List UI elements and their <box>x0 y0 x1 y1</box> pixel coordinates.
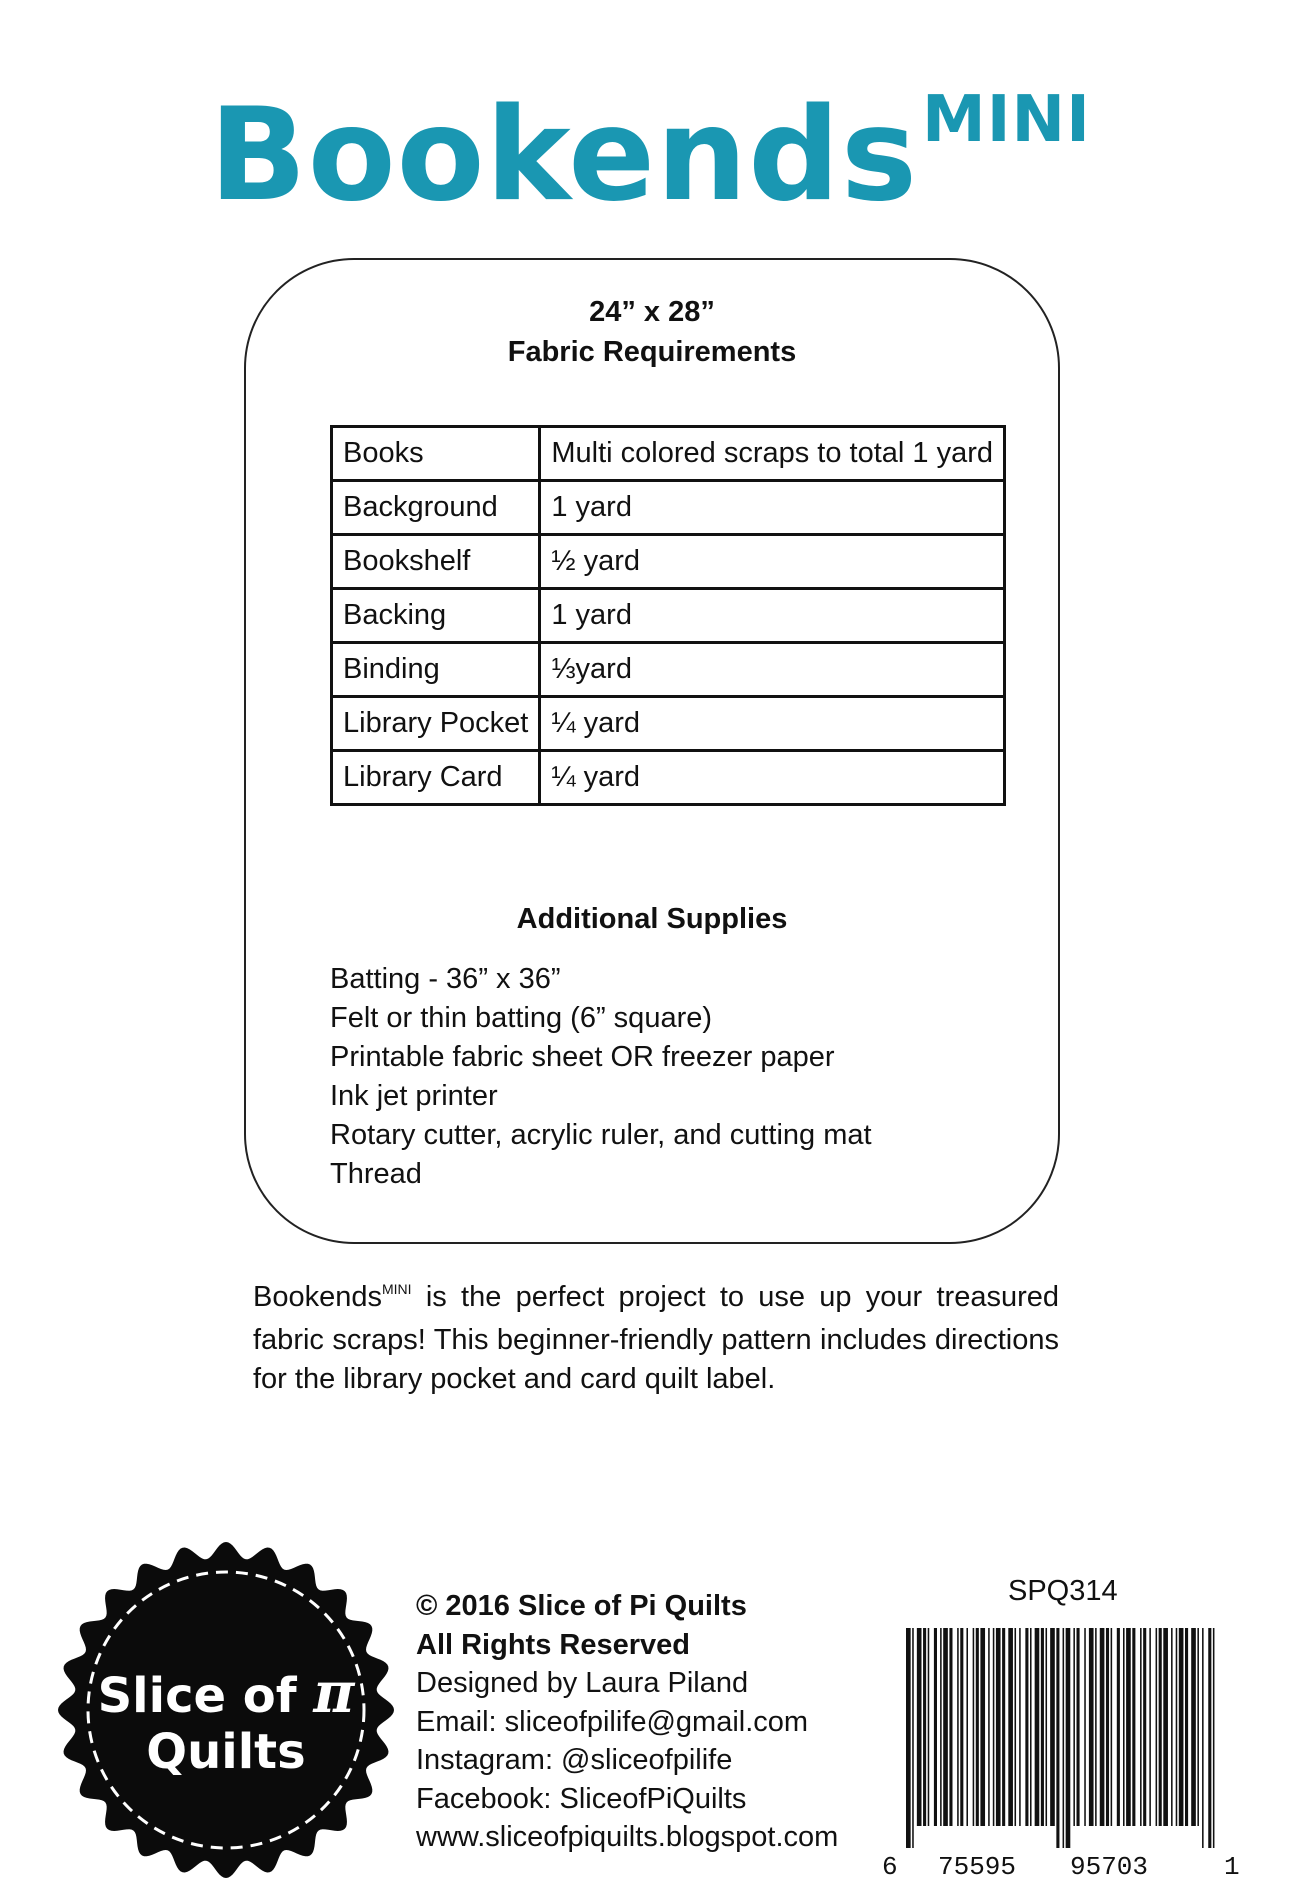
pi-symbol: π <box>313 1660 355 1726</box>
product-code: SPQ314 <box>1008 1575 1118 1607</box>
barcode-bar <box>1140 1628 1142 1826</box>
barcode-bar <box>940 1628 942 1826</box>
barcode-bar <box>1100 1628 1105 1826</box>
barcode-bar <box>1163 1628 1168 1826</box>
barcode-bar <box>912 1628 914 1848</box>
barcode-bar <box>1106 1628 1109 1826</box>
barcode-bar <box>1089 1628 1094 1826</box>
quilt-size: 24” x 28” <box>589 296 715 328</box>
barcode-bar <box>988 1628 990 1826</box>
supply-item: Rotary cutter, acrylic ruler, and cutting mat <box>330 1119 872 1151</box>
fabric-amount: 1 yard <box>540 589 1005 643</box>
page-title <box>0 81 1300 230</box>
fabric-amount: Multi colored scraps to total 1 yard <box>540 427 1005 481</box>
fabric-requirements-heading: Fabric Requirements <box>507 336 797 368</box>
barcode-digits-right: 95703 <box>1070 1852 1149 1882</box>
fabric-row <box>332 481 1005 535</box>
barcode-bar <box>1185 1628 1188 1826</box>
additional-supplies-heading: Additional Supplies <box>516 903 788 935</box>
description-name: Bookends <box>253 1281 382 1313</box>
fabric-item: Library Card <box>332 751 540 805</box>
supplies-list <box>330 960 872 1194</box>
barcode-bar <box>1197 1628 1199 1826</box>
copyright-line: © 2016 Slice of Pi Quilts <box>416 1590 747 1622</box>
fabric-row <box>332 427 1005 481</box>
fabric-amount: ¼ yard <box>540 751 1005 805</box>
barcode-bar <box>928 1628 930 1826</box>
designer-line: Designed by Laura Piland <box>416 1667 749 1699</box>
fabric-item: Library Pocket <box>332 697 540 751</box>
barcode-bar <box>1202 1628 1204 1848</box>
email-line: Email: sliceofpilife@gmail.com <box>416 1705 809 1738</box>
logo-line1: Slice of <box>97 1668 297 1724</box>
barcode-bar <box>993 1628 995 1826</box>
barcode-bar <box>1066 1628 1071 1848</box>
barcode-bar <box>949 1628 952 1826</box>
requirements-card <box>244 258 1060 1244</box>
barcode-digit-last: 1 <box>1224 1852 1240 1882</box>
barcode-bar <box>934 1628 937 1826</box>
fabric-row <box>332 589 1005 643</box>
logo-wordmark <box>56 1660 396 1780</box>
barcode-bar <box>917 1628 922 1826</box>
facebook-line: Facebook: SliceofPiQuilts <box>416 1782 747 1815</box>
barcode-bar <box>966 1628 968 1826</box>
barcode-bar <box>1025 1628 1028 1826</box>
title-superscript: MINI <box>922 83 1091 157</box>
supply-item: Batting - 36” x 36” <box>330 963 561 995</box>
fabric-amount: ¼ yard <box>540 697 1005 751</box>
website-line: www.sliceofpiquilts.blogspot.com <box>416 1821 839 1853</box>
barcode-bar <box>1213 1628 1215 1848</box>
barcode-bar <box>1015 1628 1017 1826</box>
supply-item: Felt or thin batting (6” square) <box>330 1002 713 1034</box>
barcode-bar <box>1143 1628 1146 1826</box>
barcode-digits-left: 75595 <box>938 1852 1017 1882</box>
barcode-bar <box>943 1628 948 1826</box>
barcode-bar <box>1002 1628 1005 1826</box>
fabric-requirements-table <box>330 425 1006 806</box>
barcode-bar <box>1077 1628 1080 1826</box>
barcode-bar <box>1159 1628 1162 1826</box>
barcode-bar <box>1171 1628 1173 1826</box>
barcode-bar <box>1176 1628 1178 1826</box>
barcode-bar <box>1041 1628 1044 1826</box>
barcode-bar <box>1073 1628 1075 1826</box>
fabric-item: Backing <box>332 589 540 643</box>
barcode-bar <box>1149 1628 1151 1826</box>
fabric-amount: ⅓yard <box>540 643 1005 697</box>
supply-item: Ink jet printer <box>330 1080 498 1112</box>
barcode-bar <box>1050 1628 1055 1826</box>
barcode-bar <box>1191 1628 1196 1826</box>
fabric-item: Background <box>332 481 540 535</box>
contact-block <box>416 1587 838 1857</box>
barcode-bar <box>957 1628 959 1826</box>
fabric-row <box>332 643 1005 697</box>
barcode-bar <box>976 1628 979 1826</box>
fabric-item: Bookshelf <box>332 535 540 589</box>
barcode-bar <box>1132 1628 1135 1826</box>
pattern-description <box>253 1278 1059 1399</box>
fabric-row <box>332 535 1005 589</box>
barcode-bar <box>1126 1628 1131 1826</box>
barcode-bar <box>1046 1628 1048 1826</box>
fabric-item: Books <box>332 427 540 481</box>
barcode-bar <box>1035 1628 1040 1826</box>
fabric-item: Binding <box>332 643 540 697</box>
barcode-bar <box>923 1628 926 1826</box>
barcode-bar <box>973 1628 975 1826</box>
barcode-bar <box>906 1628 911 1848</box>
barcode-digit-first: 6 <box>882 1852 898 1882</box>
logo-line2: Quilts <box>146 1724 306 1780</box>
barcode-bar <box>1208 1628 1211 1848</box>
supply-item: Printable fabric sheet OR freezer paper <box>330 1041 835 1073</box>
fabric-row <box>332 697 1005 751</box>
barcode-bar <box>1179 1628 1184 1826</box>
barcode-bar <box>960 1628 963 1826</box>
description-text: is the perfect project to use up your treasured fabric scraps! This beginner-friendly pattern includes directions for the library pocket and card quilt label. <box>253 1281 1059 1395</box>
barcode-bar <box>1117 1628 1120 1826</box>
barcode <box>904 1628 1216 1848</box>
barcode-bar <box>1156 1628 1158 1826</box>
instagram-line: Instagram: @sliceofpilife <box>416 1744 733 1776</box>
barcode-bar <box>1008 1628 1013 1826</box>
barcode-bar <box>1123 1628 1125 1826</box>
barcode-bar <box>1030 1628 1032 1826</box>
fabric-amount: 1 yard <box>540 481 1005 535</box>
barcode-bar <box>996 1628 1001 1826</box>
barcode-bar <box>1019 1628 1021 1826</box>
title-text: Bookends <box>209 81 918 230</box>
barcode-bar <box>980 1628 985 1826</box>
fabric-amount: ½ yard <box>540 535 1005 589</box>
barcode-bar <box>1095 1628 1097 1826</box>
rights-line: All Rights Reserved <box>416 1628 690 1661</box>
barcode-bar <box>1084 1628 1086 1826</box>
description-superscript: MINI <box>382 1281 412 1297</box>
supply-item: Thread <box>330 1158 422 1190</box>
barcode-bar <box>1056 1628 1059 1848</box>
barcode-bar <box>1063 1628 1065 1848</box>
fabric-row <box>332 751 1005 805</box>
barcode-bar <box>1111 1628 1113 1826</box>
